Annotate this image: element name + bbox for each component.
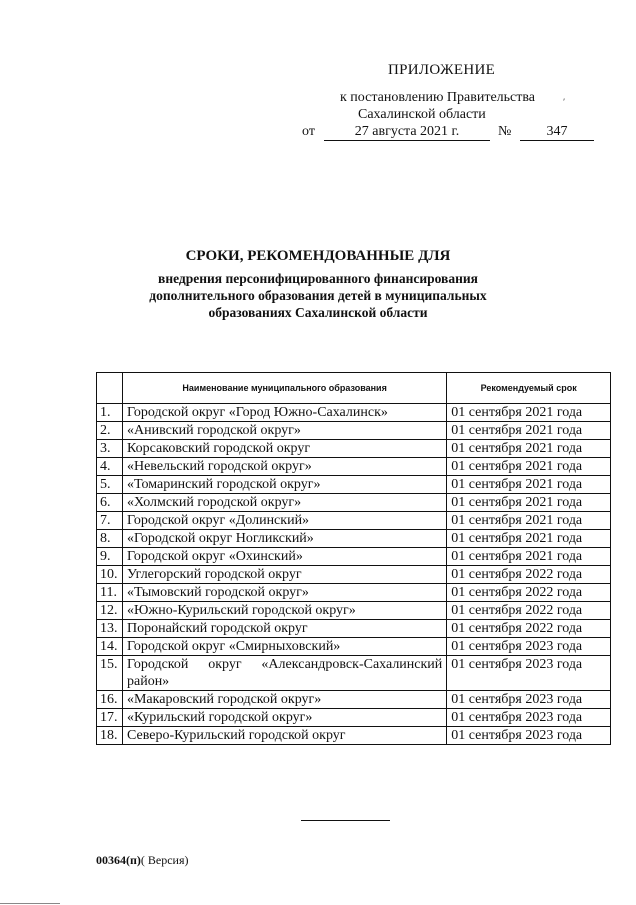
municipality-name: «Курильский городской округ» — [122, 709, 446, 727]
table-row — [97, 602, 611, 620]
recommended-term: 01 сентября 2022 года — [447, 602, 611, 620]
appendix-title: ПРИЛОЖЕНИЕ — [388, 62, 496, 78]
municipality-name: «Холмский городской округ» — [122, 494, 446, 512]
row-number: 18. — [97, 727, 123, 745]
municipality-name: Городской округ «Александровск-Сахалинский район» — [122, 656, 446, 691]
table-row — [97, 548, 611, 566]
table-row — [97, 656, 611, 691]
municipality-name: Городской округ «Город Южно-Сахалинск» — [122, 404, 446, 422]
table-row — [97, 638, 611, 656]
footer-code — [96, 853, 189, 868]
table-row — [97, 476, 611, 494]
table-row — [97, 530, 611, 548]
table-row — [97, 512, 611, 530]
subtitle-line: внедрения персонифицированного финансирования — [158, 271, 478, 286]
recommended-term: 01 сентября 2021 года — [447, 440, 611, 458]
municipality-name: Городской округ «Долинский» — [122, 512, 446, 530]
divider — [301, 820, 390, 821]
recommended-term: 01 сентября 2021 года — [447, 476, 611, 494]
municipality-name: Городской округ «Охинский» — [122, 548, 446, 566]
row-number: 16. — [97, 691, 123, 709]
stray-mark: ⸴ — [563, 93, 566, 103]
table-header-row — [97, 373, 611, 404]
header-term: Рекомендуемый срок — [447, 373, 611, 404]
municipality-name: «Томаринский городской округ» — [122, 476, 446, 494]
table-row — [97, 691, 611, 709]
subtitle-line: дополнительного образования детей в муниципальных — [149, 288, 487, 303]
recommended-term: 01 сентября 2023 года — [447, 709, 611, 727]
recommended-term: 01 сентября 2021 года — [447, 458, 611, 476]
row-number: 12. — [97, 602, 123, 620]
municipality-name: Северо-Курильский городской округ — [122, 727, 446, 745]
document-code: 00364(п) — [96, 853, 141, 867]
recommended-term: 01 сентября 2021 года — [447, 494, 611, 512]
row-number: 10. — [97, 566, 123, 584]
row-number: 15. — [97, 656, 123, 691]
row-number: 4. — [97, 458, 123, 476]
table-row — [97, 404, 611, 422]
recommended-term: 01 сентября 2021 года — [447, 530, 611, 548]
document-subtitle — [0, 270, 636, 321]
recommended-term: 01 сентября 2022 года — [447, 566, 611, 584]
municipality-name: «Невельский городской округ» — [122, 458, 446, 476]
table-row — [97, 458, 611, 476]
municipality-name: «Тымовский городской округ» — [122, 584, 446, 602]
municipality-name: «Анивский городской округ» — [122, 422, 446, 440]
resolution-number: 347 — [520, 124, 594, 141]
table-row — [97, 422, 611, 440]
row-number: 13. — [97, 620, 123, 638]
terms-table — [96, 372, 611, 745]
row-number: 11. — [97, 584, 123, 602]
table-row — [97, 494, 611, 512]
recommended-term: 01 сентября 2023 года — [447, 656, 611, 691]
recommended-term: 01 сентября 2023 года — [447, 727, 611, 745]
recommended-term: 01 сентября 2022 года — [447, 620, 611, 638]
municipality-name: «Южно-Курильский городской округ» — [122, 602, 446, 620]
recommended-term: 01 сентября 2021 года — [447, 404, 611, 422]
municipality-name: Поронайский городской округ — [122, 620, 446, 638]
row-number: 2. — [97, 422, 123, 440]
row-number: 1. — [97, 404, 123, 422]
header-municipality: Наименование муниципального образования — [122, 373, 446, 404]
recommended-term: 01 сентября 2021 года — [447, 422, 611, 440]
table-row — [97, 727, 611, 745]
row-number: 17. — [97, 709, 123, 727]
municipality-name: «Городской округ Ногликский» — [122, 530, 446, 548]
table-row — [97, 620, 611, 638]
recommended-term: 01 сентября 2021 года — [447, 548, 611, 566]
bottom-rule — [0, 903, 60, 904]
municipality-name: Корсаковский городской округ — [122, 440, 446, 458]
municipality-name: «Макаровский городской округ» — [122, 691, 446, 709]
row-number: 6. — [97, 494, 123, 512]
row-number: 14. — [97, 638, 123, 656]
header-number — [97, 373, 123, 404]
row-number: 3. — [97, 440, 123, 458]
municipality-name: Углегорский городской округ — [122, 566, 446, 584]
table-row — [97, 566, 611, 584]
from-label: от — [302, 124, 315, 139]
document-version: ( Версия) — [140, 853, 189, 867]
appendix-region: Сахалинской области — [358, 107, 486, 122]
municipality-name: Городской округ «Смирныховский» — [122, 638, 446, 656]
table-row — [97, 584, 611, 602]
recommended-term: 01 сентября 2022 года — [447, 584, 611, 602]
appendix-date-row — [300, 124, 600, 142]
row-number: 9. — [97, 548, 123, 566]
row-number: 8. — [97, 530, 123, 548]
table-row — [97, 709, 611, 727]
table-row — [97, 440, 611, 458]
recommended-term: 01 сентября 2023 года — [447, 638, 611, 656]
subtitle-line: образованиях Сахалинской области — [208, 305, 428, 320]
document-title: СРОКИ, РЕКОМЕНДОВАННЫЕ ДЛЯ — [185, 248, 451, 264]
row-number: 7. — [97, 512, 123, 530]
appendix-resolution: к постановлению Правительства — [340, 90, 536, 105]
number-sign: № — [498, 124, 512, 139]
row-number: 5. — [97, 476, 123, 494]
recommended-term: 01 сентября 2023 года — [447, 691, 611, 709]
recommended-term: 01 сентября 2021 года — [447, 512, 611, 530]
resolution-date: 27 августа 2021 г. — [324, 124, 490, 141]
